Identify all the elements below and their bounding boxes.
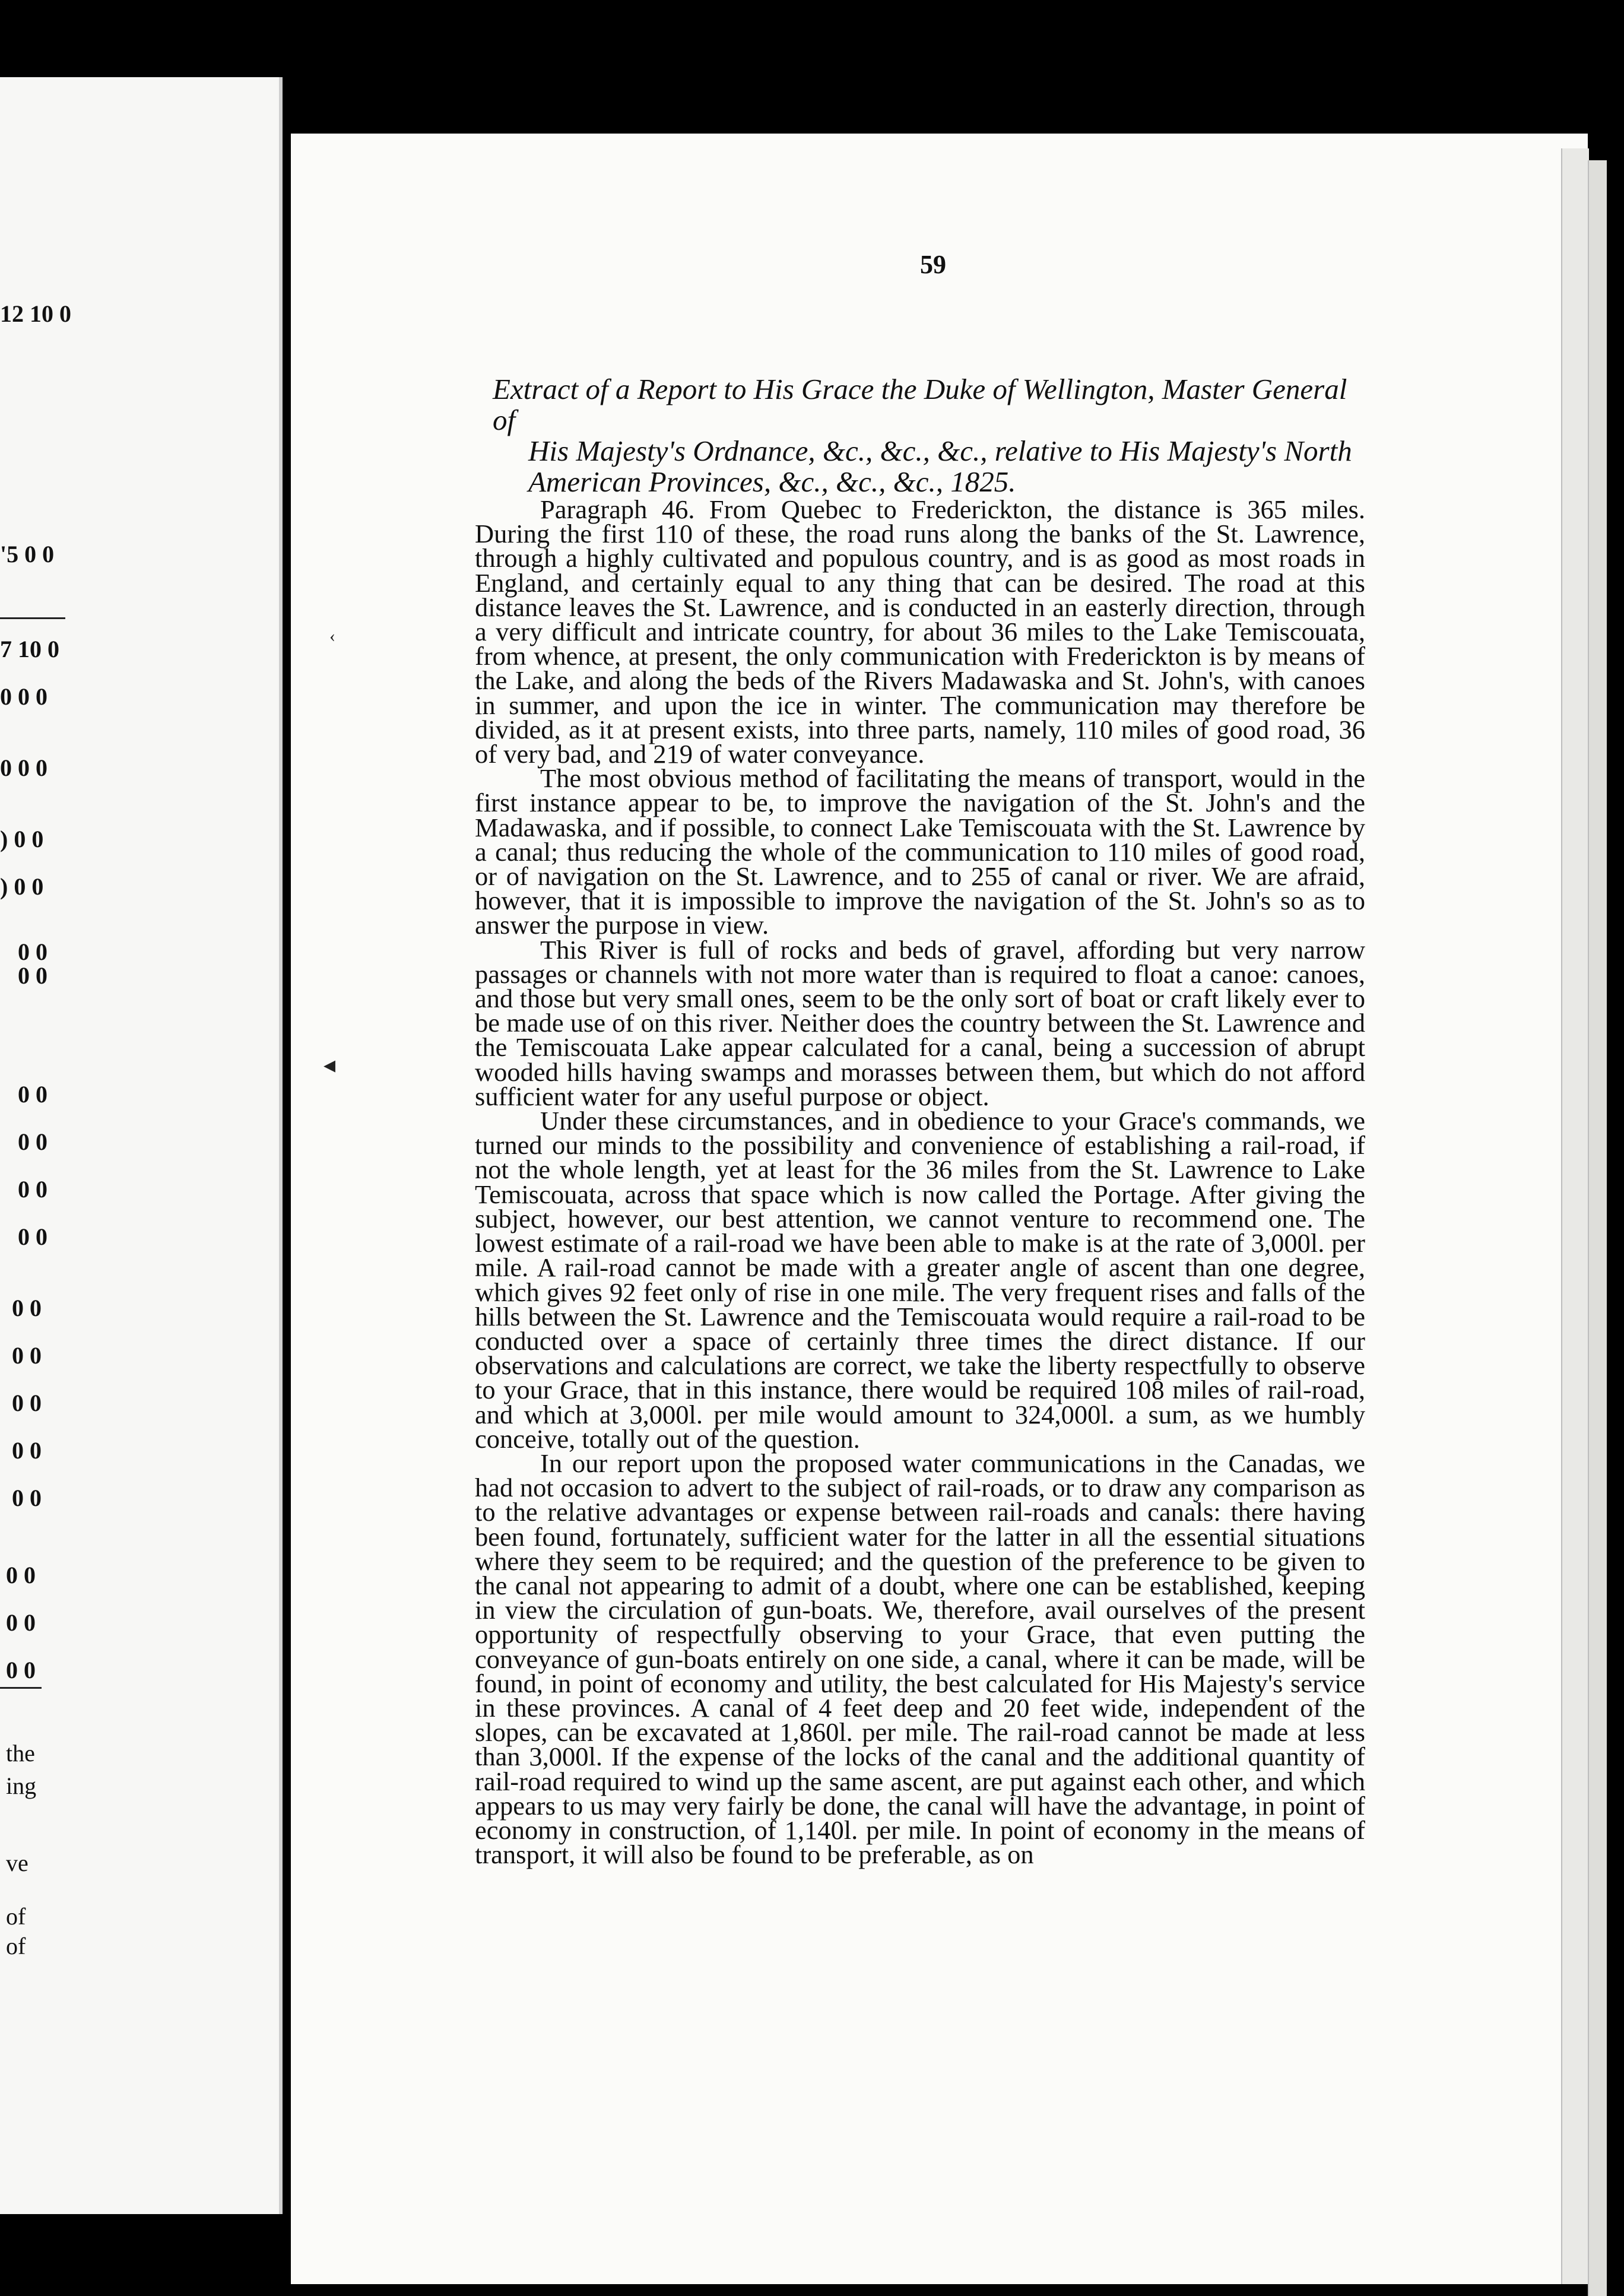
page-number: 59 bbox=[920, 250, 946, 279]
left-fragment: 0 0 bbox=[12, 1437, 42, 1464]
left-rule bbox=[0, 1687, 42, 1689]
left-fragment: 0 0 bbox=[18, 1128, 47, 1155]
left-fragment: 0 0 bbox=[18, 1223, 47, 1250]
left-fragment: 0 0 bbox=[18, 1081, 47, 1108]
left-fragment: 0 0 bbox=[12, 1295, 42, 1321]
left-fragment: ) 0 0 bbox=[0, 873, 44, 900]
left-fragment: 0 0 bbox=[18, 1176, 47, 1203]
left-fragment: 0 0 bbox=[12, 1390, 42, 1416]
margin-mark: ‹ bbox=[329, 626, 335, 646]
left-fragment: 0 0 bbox=[6, 1657, 36, 1683]
left-page-fragment bbox=[0, 77, 283, 2214]
left-fragment: 12 10 0 bbox=[0, 300, 71, 327]
paragraph: The most obvious method of facilitating the means of transport, would in the first instance appear to be, to improve the navigation of the St. John's and the Madawaska, and if possible, to connect Lake Temiscouata with the St. Lawrence by a canal; thus reducing the whole of the communication to 110 miles of good road, or of navigation on the St. Lawrence, and to 255 of canal or river. We are afraid, however, that it is impossible to improve the navigation of the St. John's so as to answer the purpose in view. bbox=[475, 763, 1365, 940]
page-edge bbox=[1561, 148, 1589, 2284]
paragraph: Paragraph 46. From Quebec to Frederickton, the distance is 365 miles. During the first 110 of these, the road runs along the banks of the St. Lawrence, through a highly cultivated and populous country, and is as good as most roads in England, and certainly equal to any thing that can be desired. The road at this distance leaves the St. Lawrence, and is conducted in an easterly direction, through a very difficult and intricate country, for about 36 miles to the Lake Temiscouata, from whence, at present, the only communication with Frederickton is by means of the Lake, and along the beds of the Rivers Madawaska and St. John's, with canoes in summer, and upon the ice in winter. The communication may therefore be divided, as it at present exists, into three parts, namely, 110 miles of good road, 36 of very bad, and 219 of water conveyance. bbox=[475, 494, 1365, 769]
left-rule bbox=[0, 617, 65, 619]
left-fragment: 0 0 bbox=[18, 962, 47, 989]
paragraph: Under these circumstances, and in obedience to your Grace's commands, we turned our minds to the possibility and convenience of establishing a rail-road, if not the whole length, yet at least for the 36 miles from the St. Lawrence to Lake Temiscouata, across that space which is now called the Portage. After giving the subject, however, our best attention, we cannot venture to recommend one. The lowest estimate of a rail-road we have been able to make is at the rate of 3,000l. per mile. A rail-road cannot be made with a greater angle of ascent than one degree, which gives 92 feet only of rise in one mile. The very frequent rises and falls of the hills between the St. Lawrence and the Temiscouata would require a rail-road to be conducted over a space of certainly three times the direct distance. If our observations and calculations are correct, we take the liberty respectfully to observe to your Grace, that in this instance, there would be required 108 miles of rail-road, and which at 3,000l. per mile would amount to 324,000l. a sum, as we humbly conceive, totally out of the question. bbox=[475, 1106, 1365, 1454]
page-edge bbox=[1588, 160, 1607, 2296]
margin-mark: ◂ bbox=[323, 1051, 336, 1078]
paragraph: In our report upon the proposed water communications in the Canadas, we had not occasion to advert to the subject of rail-roads, or to draw any comparison as to the relative advantages or expense between rail-roads and canals: there having been found, fortunately, sufficient water for the latter in all the essential situations where they seem to be required; and the question of the preference to be given to the canal not appearing to admit of a doubt, where one can be established, keeping in view the circulation of gun-boats. We, therefore, avail ourselves of the present opportunity of respectfully observing to your Grace, that even putting the conveyance of gun-boats entirely on one side, a canal, where it can be made, will be found, in point of economy and utility, the best calculated for His Majesty's service in these provinces. A canal of 4 feet deep and 20 feet wide, independent of the slopes, can be excavated at 1,860l. per mile. The rail-road cannot be made at less than 3,000l. If the expense of the locks of the canal and the additional quantity of rail-road required to wind up the same ascent, are put against each other, and which appears to us may very fairly be done, the canal will have the advantage, in point of economy in construction, of 1,140l. per mile. In point of economy in the means of transport, it will also be found to be preferable, as on bbox=[475, 1448, 1365, 1870]
left-fragment: '5 0 0 bbox=[0, 541, 55, 567]
left-fragment: 0 0 bbox=[12, 1342, 42, 1369]
title-line: His Majesty's Ordnance, &c., &c., &c., relative to His Majesty's North bbox=[528, 435, 1352, 467]
left-fragment: 0 0 bbox=[18, 938, 47, 965]
left-fragment: 0 0 0 bbox=[0, 683, 47, 710]
left-fragment: ) 0 0 bbox=[0, 826, 44, 852]
document-title bbox=[493, 374, 1371, 497]
title-line: Extract of a Report to His Grace the Duke of Wellington, Master General of bbox=[493, 373, 1347, 436]
left-fragment: 0 0 bbox=[12, 1485, 42, 1511]
left-fragment: 0 0 bbox=[6, 1609, 36, 1636]
paragraph: This River is full of rocks and beds of gravel, affording but very narrow passages or channels with not more water than is required to float a canoe: canoes, and those but very small ones, seem to be the only sort of boat or craft likely ever to be made use of on this river. Neither does the country between the St. Lawrence and the Temiscouata Lake appear calculated for a canal, being a succession of abrupt wooded hills having swamps and morasses between them, but which do not afford sufficient water for any useful purpose or object. bbox=[475, 934, 1365, 1111]
left-fragment: 0 0 bbox=[6, 1562, 36, 1588]
left-fragment: 0 0 0 bbox=[0, 754, 47, 781]
title-line: American Provinces, &c., &c., &c., 1825. bbox=[528, 465, 1016, 498]
left-fragment: of bbox=[6, 1933, 26, 1959]
report-body bbox=[475, 494, 1365, 1870]
left-fragment: of bbox=[6, 1903, 26, 1930]
left-fragment: ve bbox=[6, 1850, 28, 1876]
left-fragment: 7 10 0 bbox=[0, 636, 59, 662]
left-fragment: the bbox=[6, 1740, 35, 1767]
left-fragment: ing bbox=[6, 1772, 37, 1799]
